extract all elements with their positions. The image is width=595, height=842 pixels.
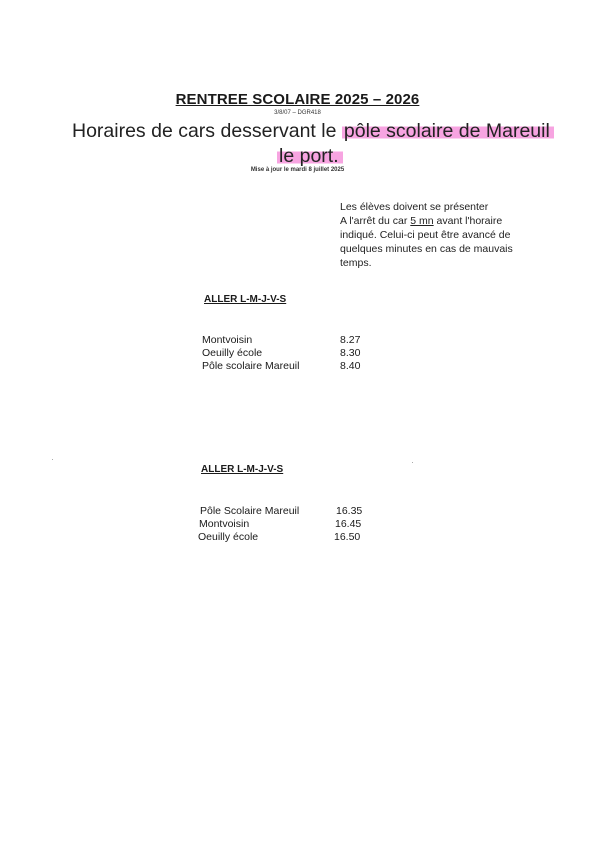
document-title: RENTREE SCOLAIRE 2025 – 2026 [175, 91, 420, 108]
stop-time: 16.50 [334, 531, 361, 543]
stop-name: Oeuilly école [198, 531, 259, 543]
note-line: indiqué. Celui-ci peut être avancé de [340, 229, 511, 241]
highlighted-text: pôle scolaire de Mareuil [342, 120, 554, 142]
stop-name: Pôle Scolaire Mareuil [200, 505, 300, 517]
note-line: Les élèves doivent se présenter [340, 201, 489, 213]
stop-time: 16.35 [336, 505, 363, 517]
stop-name: Montvoisin [199, 518, 250, 530]
note-text: avant l'horaire [433, 215, 503, 227]
stop-name: Pôle scolaire Mareuil [202, 360, 300, 372]
reference-code: 3/8/07 – DGR418 [274, 110, 321, 116]
schedule-title-morning: ALLER L-M-J-V-S [204, 294, 287, 305]
note-line: quelques minutes en cas de mauvais [340, 243, 513, 255]
highlighted-text-2: le port. [277, 145, 343, 167]
heading-plain-text: Horaires de cars desservant le [72, 120, 342, 142]
stop-name: Oeuilly école [202, 347, 263, 359]
stop-time: 8.30 [340, 347, 361, 359]
stop-time: 8.27 [340, 334, 361, 346]
scan-speck [412, 462, 413, 463]
update-date: Mise à jour le mardi 8 juillet 2025 [250, 167, 345, 173]
schedule-title-afternoon: ALLER L-M-J-V-S [201, 464, 284, 475]
scan-speck [52, 459, 53, 460]
instruction-note [340, 200, 560, 270]
heading-line-2 [277, 144, 343, 168]
stop-time: 8.40 [340, 360, 361, 372]
note-line: temps. [340, 257, 372, 269]
note-text: A l'arrêt du car [340, 215, 411, 227]
note-line [340, 214, 560, 228]
heading-line-1 [72, 119, 554, 143]
note-emphasis: 5 mn [410, 215, 434, 227]
stop-name: Montvoisin [202, 334, 253, 346]
stop-time: 16.45 [335, 518, 362, 530]
